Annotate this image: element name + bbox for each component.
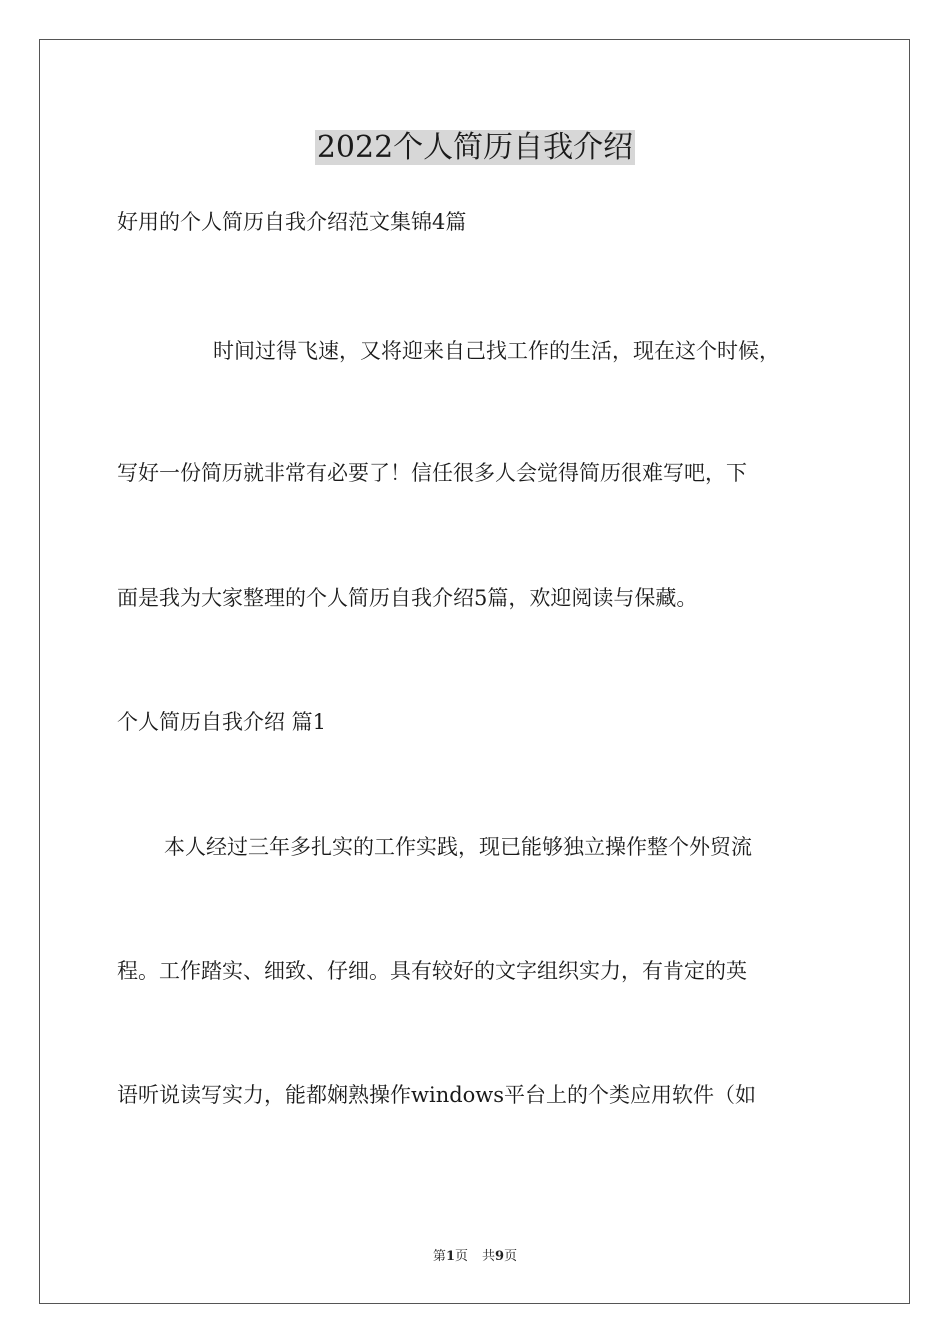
page-current: 1 <box>445 1249 455 1264</box>
section-heading: 个人简历自我介绍 篇1 <box>117 710 327 734</box>
paragraph-line: 程。工作踏实、细致、仔细。具有较好的文字组织实力，有肯定的英 <box>117 959 747 983</box>
subtitle-line: 好用的个人简历自我介绍范文集锦4篇 <box>117 210 467 234</box>
total-prefix: 共 <box>482 1249 496 1264</box>
page-prefix: 第 <box>432 1249 446 1264</box>
paragraph-line: 面是我为大家整理的个人简历自我介绍5篇，欢迎阅读与保藏。 <box>117 586 698 610</box>
paragraph-line: 时间过得飞速，又将迎来自己找工作的生活，现在这个时候， <box>213 339 780 363</box>
paragraph-line: 写好一份简历就非常有必要了！信任很多人会觉得简历很难写吧，下 <box>117 461 747 485</box>
page-total: 9 <box>495 1249 505 1264</box>
paragraph-line: 语听说读写实力，能都娴熟操作windows平台上的个类应用软件（如 <box>117 1083 757 1107</box>
page-suffix: 页 <box>454 1249 468 1264</box>
document-title-text: 2022个人简历自我介绍 <box>316 130 634 165</box>
total-suffix: 页 <box>504 1249 518 1264</box>
paragraph-line: 本人经过三年多扎实的工作实践，现已能够独立操作整个外贸流 <box>164 835 752 859</box>
document-title <box>0 126 950 170</box>
page-footer <box>0 1248 950 1266</box>
